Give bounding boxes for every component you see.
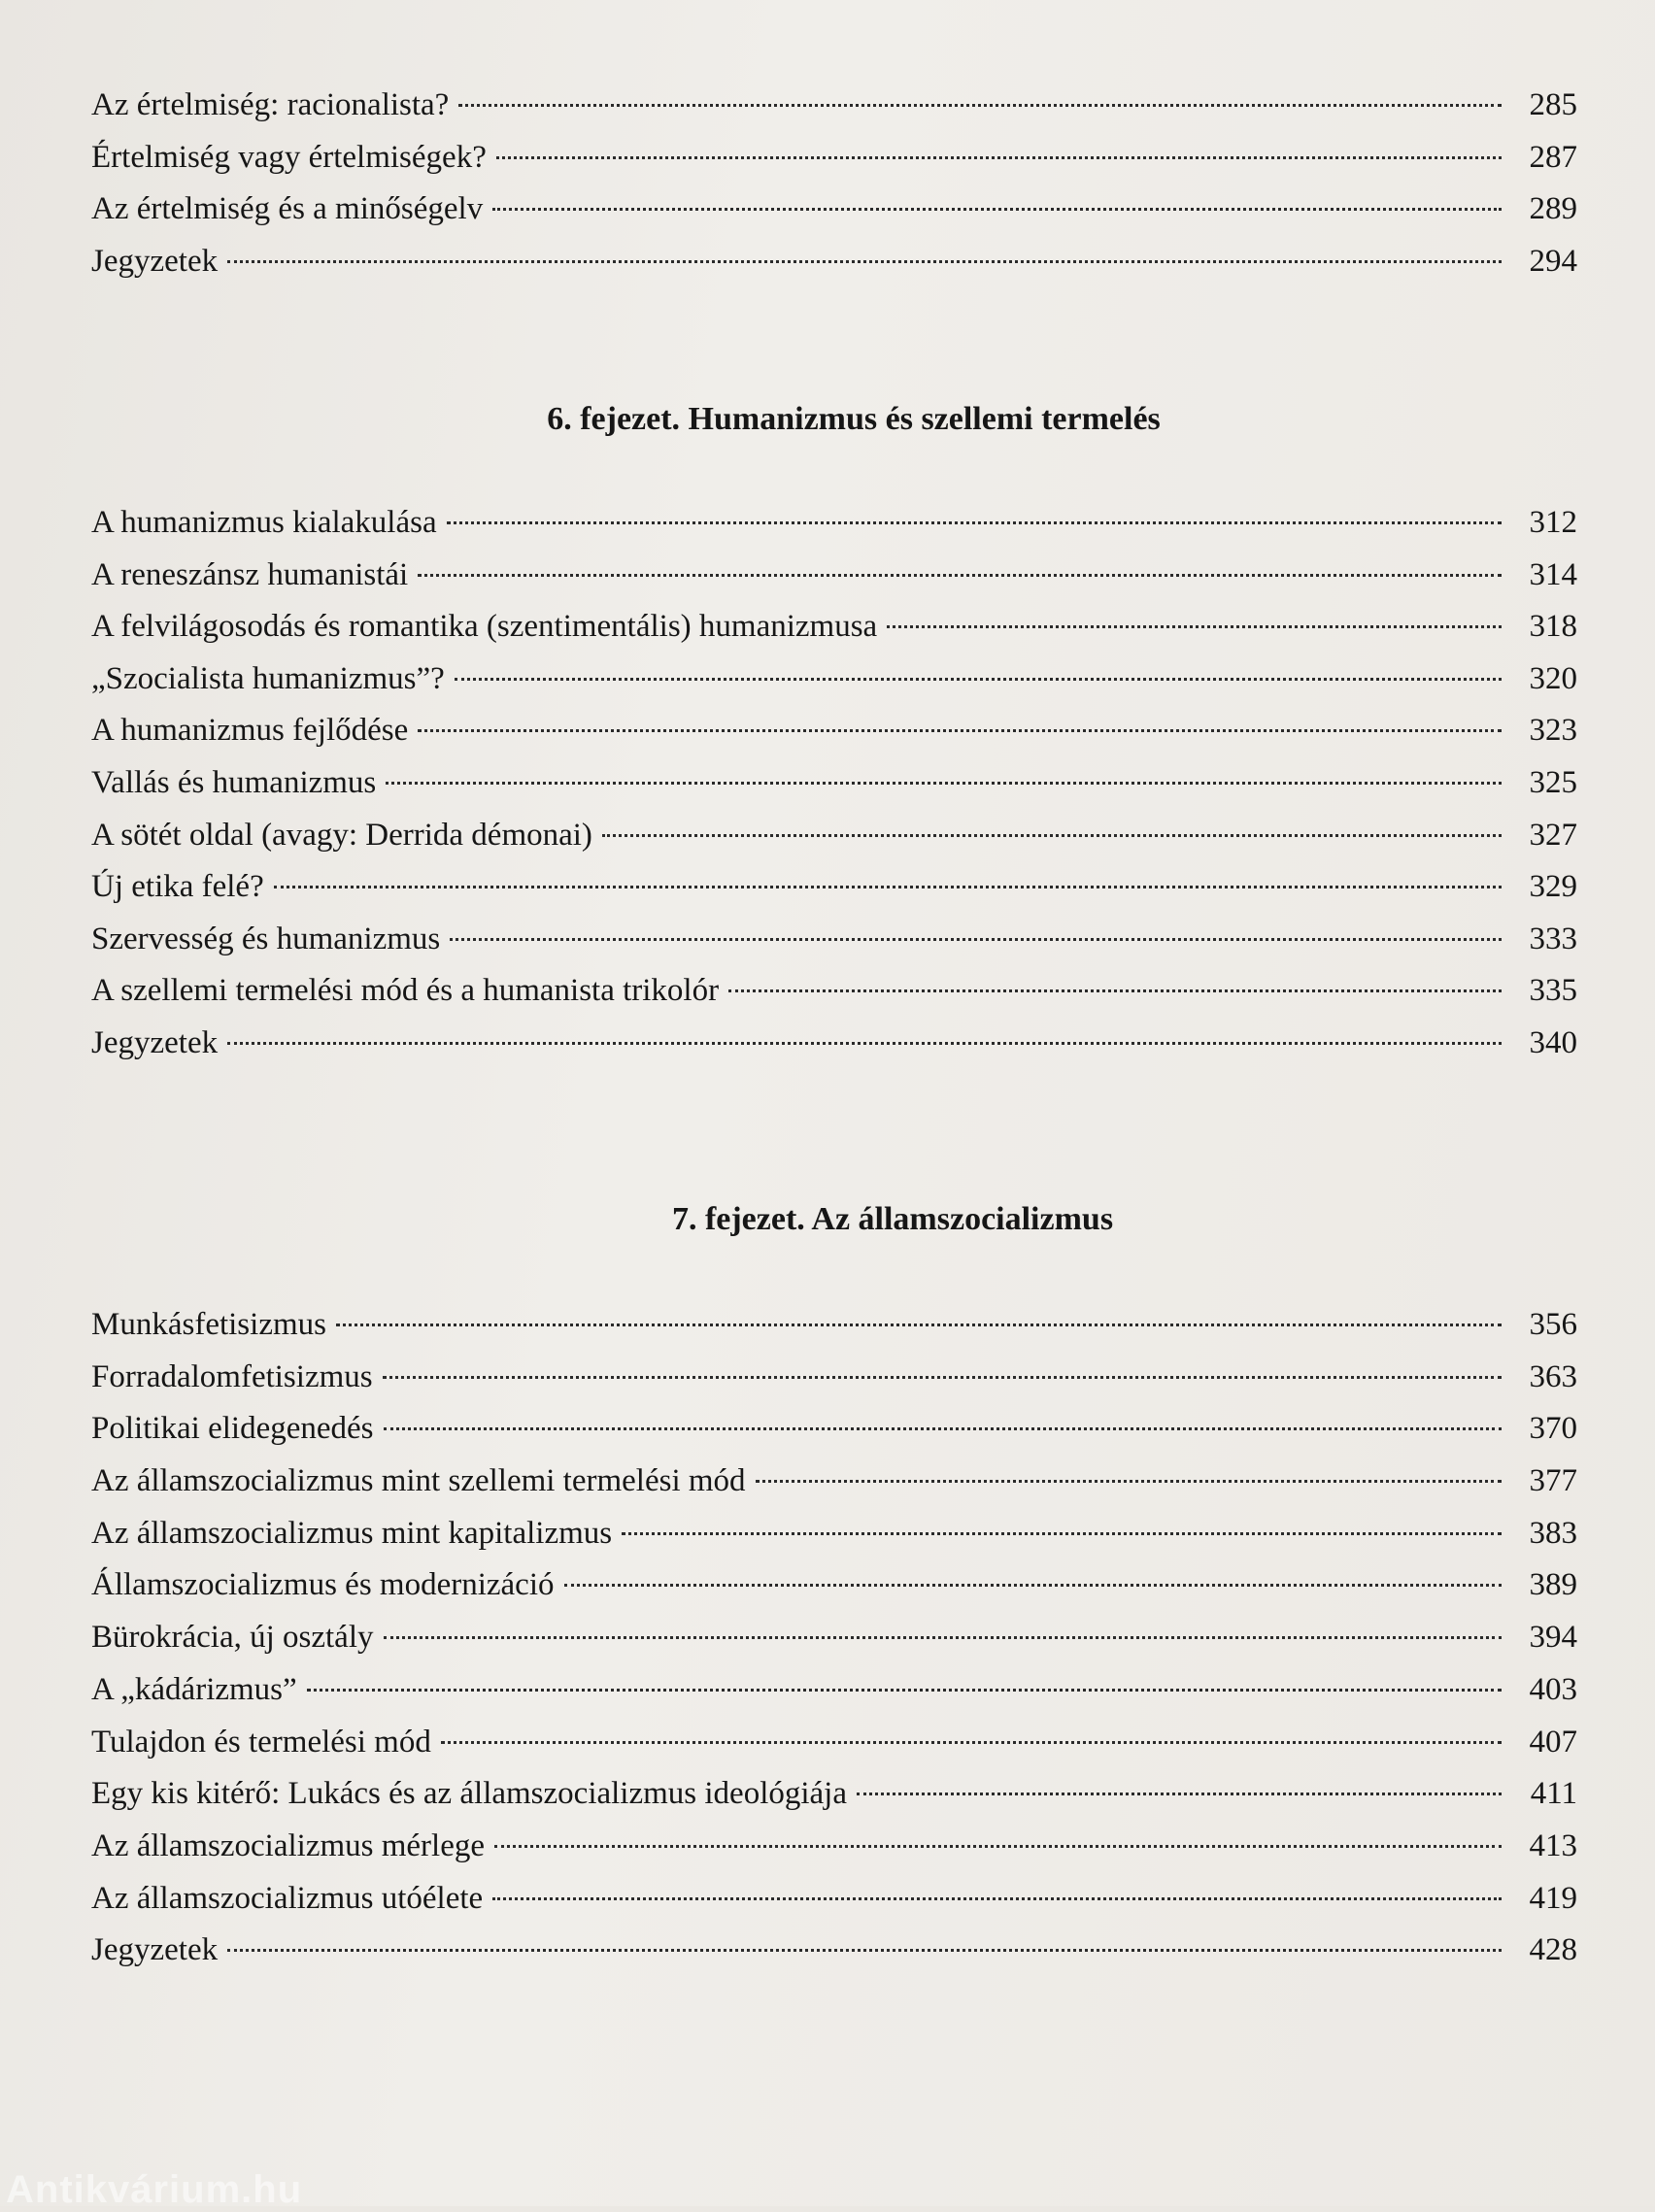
entry-title: A humanizmus kialakulása <box>91 505 437 540</box>
dot-leader <box>887 625 1502 628</box>
toc-chapter-6 <box>91 400 1577 1074</box>
toc-entry <box>91 501 1577 553</box>
entry-page-number: 407 <box>1529 1724 1577 1760</box>
dot-leader <box>756 1480 1502 1483</box>
dot-leader <box>450 938 1502 941</box>
entry-title: Tulajdon és termelési mód <box>91 1724 431 1760</box>
entry-page-number: 394 <box>1529 1620 1577 1656</box>
dot-leader <box>496 156 1502 159</box>
toc-entry <box>91 1407 1577 1459</box>
dot-leader <box>227 1949 1502 1952</box>
toc-entry <box>91 553 1577 606</box>
entry-title: Államszocializmus és modernizáció <box>91 1567 555 1603</box>
toc-entry <box>91 814 1577 866</box>
dot-leader <box>564 1584 1502 1587</box>
entry-page-number: 370 <box>1529 1411 1577 1447</box>
entry-title: Munkásfetisizmus <box>91 1307 326 1342</box>
entry-page-number: 428 <box>1529 1932 1577 1968</box>
toc-entry <box>91 1825 1577 1877</box>
toc-entry <box>91 1772 1577 1825</box>
entry-title: Az értelmiség és a minőségelv <box>91 191 484 227</box>
entry-title: Az államszocializmus mint kapitalizmus <box>91 1515 613 1551</box>
chapter-heading: 6. fejezet. Humanizmus és szellemi termelés <box>547 401 1161 437</box>
entry-title: Forradalomfetisizmus <box>91 1358 373 1394</box>
entry-page-number: 289 <box>1529 191 1577 227</box>
dot-leader <box>227 1042 1502 1045</box>
entry-page-number: 403 <box>1529 1671 1577 1707</box>
entry-title: A szellemi termelési mód és a humanista trikolór <box>91 973 720 1009</box>
entry-page-number: 340 <box>1529 1024 1577 1060</box>
toc-entry <box>91 1512 1577 1564</box>
entry-page-number: 318 <box>1529 609 1577 645</box>
toc-entry <box>91 1668 1577 1721</box>
dot-leader <box>336 1324 1502 1326</box>
toc-section-continued <box>91 84 1577 291</box>
entry-title: Jegyzetek <box>91 1024 219 1060</box>
entry-page-number: 335 <box>1529 973 1577 1009</box>
entry-title: „Szocialista humanizmus”? <box>91 660 445 696</box>
toc-entry <box>91 709 1577 761</box>
toc-list <box>91 501 1577 1074</box>
chapter-heading: 7. fejezet. Az államszocializmus <box>671 1201 1114 1237</box>
entry-page-number: 327 <box>1529 817 1577 853</box>
entry-page-number: 323 <box>1529 713 1577 749</box>
dot-leader <box>728 989 1502 992</box>
entry-page-number: 383 <box>1529 1515 1577 1551</box>
toc-list <box>91 84 1577 291</box>
toc-chapter-7 <box>91 1200 1577 1981</box>
toc-entry <box>91 1563 1577 1616</box>
dot-leader <box>383 1376 1502 1379</box>
dot-leader <box>274 886 1502 888</box>
toc-entry <box>91 605 1577 657</box>
entry-title: Az államszocializmus mint szellemi termelési mód <box>91 1463 746 1499</box>
entry-title: A felvilágosodás és romantika (szentimentális) humanizmusa <box>91 609 878 645</box>
entry-page-number: 363 <box>1529 1358 1577 1394</box>
toc-entry <box>91 969 1577 1022</box>
entry-title: A „kádárizmus” <box>91 1671 297 1707</box>
entry-title: Értelmiség vagy értelmiségek? <box>91 139 487 175</box>
toc-entry <box>91 918 1577 970</box>
toc-entry <box>91 657 1577 710</box>
toc-entry <box>91 865 1577 918</box>
dot-leader <box>384 1427 1502 1430</box>
entry-page-number: 333 <box>1529 921 1577 956</box>
toc-entry <box>91 1303 1577 1356</box>
entry-title: Új etika felé? <box>91 869 264 905</box>
entry-page-number: 320 <box>1529 660 1577 696</box>
entry-title: A reneszánsz humanistái <box>91 556 409 592</box>
entry-page-number: 411 <box>1530 1776 1577 1812</box>
entry-page-number: 285 <box>1529 87 1577 122</box>
entry-title: Az államszocializmus mérlege <box>91 1827 485 1863</box>
dot-leader <box>857 1793 1502 1795</box>
entry-title: Egy kis kitérő: Lukács és az államszocializmus ideológiája <box>91 1776 847 1812</box>
entry-title: Az államszocializmus utóélete <box>91 1880 484 1916</box>
dot-leader <box>494 1845 1502 1848</box>
entry-page-number: 314 <box>1529 556 1577 592</box>
entry-title: Bürokrácia, új osztály <box>91 1620 374 1656</box>
entry-title: A sötét oldal (avagy: Derrida démonai) <box>91 817 592 853</box>
dot-leader <box>455 678 1502 681</box>
toc-entry <box>91 761 1577 814</box>
toc-entry <box>91 136 1577 188</box>
entry-title: Az értelmiség: racionalista? <box>91 87 450 122</box>
entry-page-number: 329 <box>1529 869 1577 905</box>
dot-leader <box>602 834 1502 837</box>
toc-list <box>91 1303 1577 1981</box>
dot-leader <box>458 104 1502 107</box>
dot-leader <box>441 1741 1502 1744</box>
entry-title: Szervesség és humanizmus <box>91 921 441 956</box>
entry-page-number: 287 <box>1529 139 1577 175</box>
entry-page-number: 312 <box>1529 505 1577 540</box>
entry-page-number: 356 <box>1529 1307 1577 1342</box>
toc-entry <box>91 1356 1577 1408</box>
dot-leader <box>418 574 1502 577</box>
entry-page-number: 389 <box>1529 1567 1577 1603</box>
dot-leader <box>418 729 1502 732</box>
toc-entry <box>91 1877 1577 1929</box>
dot-leader <box>384 1636 1503 1639</box>
toc-entry <box>91 1721 1577 1773</box>
entry-title: Vallás és humanizmus <box>91 764 377 800</box>
entry-page-number: 325 <box>1529 764 1577 800</box>
toc-entry <box>91 187 1577 240</box>
entry-title: A humanizmus fejlődése <box>91 713 409 749</box>
entry-title: Politikai elidegenedés <box>91 1411 374 1447</box>
toc-entry <box>91 240 1577 292</box>
entry-page-number: 419 <box>1529 1880 1577 1916</box>
toc-entry <box>91 1022 1577 1074</box>
dot-leader <box>447 521 1502 524</box>
toc-entry <box>91 1928 1577 1981</box>
dot-leader <box>622 1532 1502 1535</box>
entry-title: Jegyzetek <box>91 1932 219 1968</box>
dot-leader <box>492 208 1502 211</box>
entry-page-number: 377 <box>1529 1463 1577 1499</box>
entry-page-number: 294 <box>1529 243 1577 279</box>
dot-leader <box>307 1689 1502 1692</box>
dot-leader <box>227 260 1502 263</box>
dot-leader <box>386 782 1502 785</box>
toc-entry <box>91 84 1577 136</box>
entry-title: Jegyzetek <box>91 243 219 279</box>
entry-page-number: 413 <box>1529 1827 1577 1863</box>
toc-entry <box>91 1459 1577 1512</box>
toc-entry <box>91 1616 1577 1668</box>
watermark: Antikvárium.hu <box>6 2168 303 2211</box>
dot-leader <box>492 1897 1502 1900</box>
